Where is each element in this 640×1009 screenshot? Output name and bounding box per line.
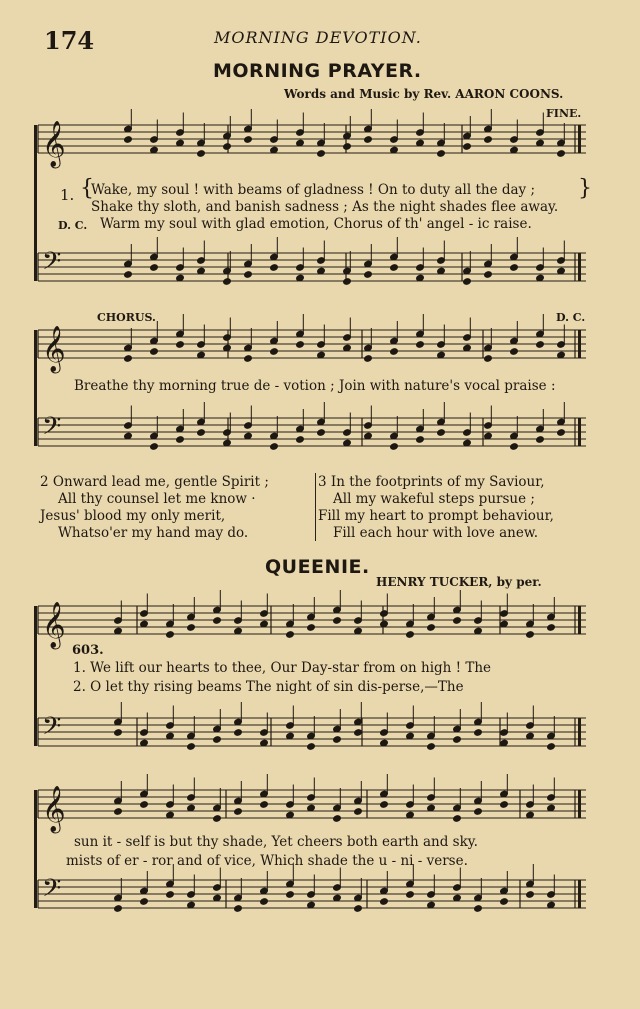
chorus-lyric: Breathe thy morning true de - votion ; Join with nature's vocal praise : xyxy=(74,378,556,394)
verse-number: 1. xyxy=(60,186,75,204)
queenie-line-2a: sun it - self is but thy shade, Yet cheers both earth and sky. xyxy=(74,834,478,850)
brace-right: } xyxy=(578,176,592,201)
hymn2-credit: HENRY TUCKER, by per. xyxy=(376,575,542,589)
svg-text:𝄢: 𝄢 xyxy=(42,874,62,909)
brace-left: { xyxy=(80,176,94,201)
lyric-line-2: Shake thy sloth, and banish sadness ; As the night shades flee away. xyxy=(91,199,559,215)
queenie-line-1a: 1. We lift our hearts to thee, Our Day-star from on high ! The xyxy=(73,660,492,676)
verse-3-line-3: Fill my heart to prompt behaviour, xyxy=(318,508,554,524)
verse-2-line-2: All thy counsel let me know · xyxy=(58,491,256,507)
verse-2-line-1: 2 Onward lead me, gentle Spirit ; xyxy=(40,474,269,490)
running-head: MORNING DEVOTION. xyxy=(214,28,422,47)
hymn-title-morning-prayer: MORNING PRAYER. xyxy=(213,60,422,82)
page-number: 174 xyxy=(44,26,95,55)
svg-text:𝄢: 𝄢 xyxy=(42,247,62,282)
chorus-label: CHORUS. xyxy=(97,311,156,324)
svg-text:𝄢: 𝄢 xyxy=(42,712,62,747)
lyric-line-3: Warm my soul with glad emotion, Chorus of th' angel - ic raise. xyxy=(100,216,532,232)
verse-2-line-3: Jesus' blood my only merit, xyxy=(40,508,226,524)
queenie-line-1b: 2. O let thy rising beams The night of sin dis-perse,—The xyxy=(73,679,464,695)
lyric-line-1: Wake, my soul ! with beams of gladness ! On to duty all the day ; xyxy=(91,182,536,198)
verse-3-line-1: 3 In the footprints of my Saviour, xyxy=(318,474,545,490)
hymn-credit: Words and Music by Rev. AARON COONS. xyxy=(284,87,564,101)
verse-divider xyxy=(315,473,316,541)
hymn-number: 603. xyxy=(72,643,104,658)
verse-3-line-4: Fill each hour with love anew. xyxy=(333,525,539,541)
svg-text:𝄞: 𝄞 xyxy=(42,786,66,832)
dc-mark: D. C. xyxy=(556,311,586,324)
hymn-title-queenie: QUEENIE. xyxy=(265,556,370,578)
verse-2-line-4: Whatso'er my hand may do. xyxy=(58,525,249,541)
svg-text:𝄢: 𝄢 xyxy=(42,412,62,447)
queenie-line-2b: mists of er - ror and of vice, Which shade the u - ni - verse. xyxy=(66,853,468,869)
svg-text:𝄞: 𝄞 xyxy=(42,602,66,648)
svg-text:𝄞: 𝄞 xyxy=(42,326,66,372)
svg-text:𝄞: 𝄞 xyxy=(42,121,66,167)
dc-label: D. C. xyxy=(58,219,88,232)
verse-3-line-2: All my wakeful steps pursue ; xyxy=(333,491,535,507)
fine-mark: FINE. xyxy=(546,107,582,120)
